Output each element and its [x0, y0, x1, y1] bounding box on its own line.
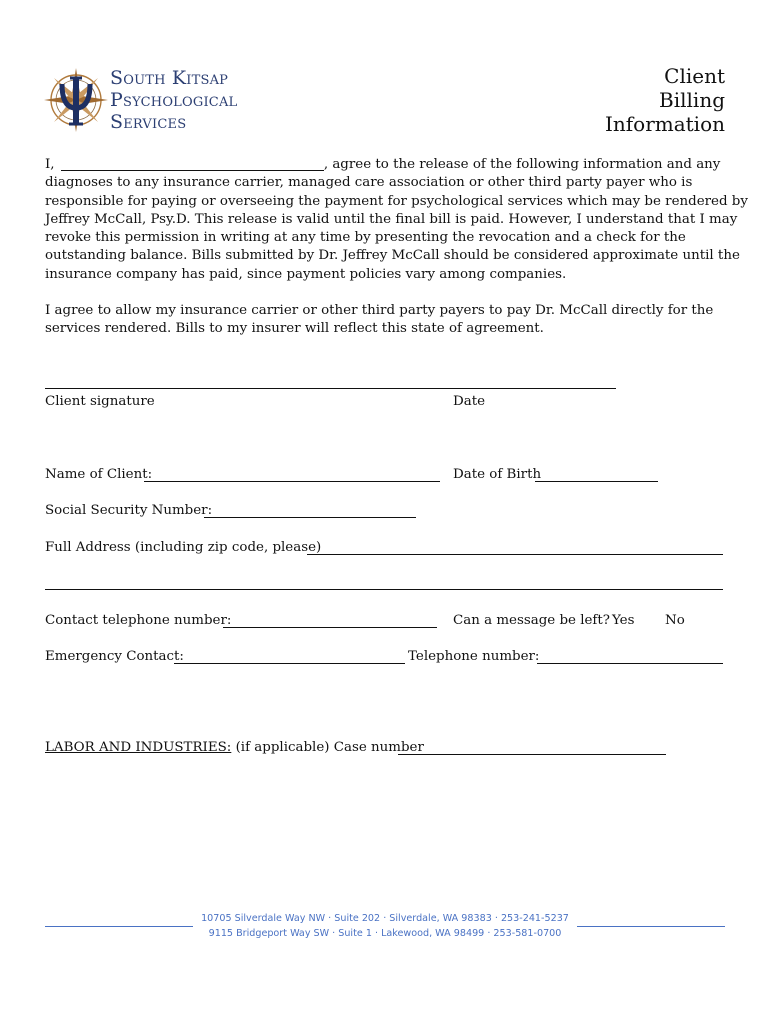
- contact-phone-label: Contact telephone number:: [45, 613, 232, 628]
- release-paragraph: [45, 156, 748, 284]
- full-address-field[interactable]: [307, 554, 723, 555]
- release-line: revoke this permission in writing at any time by presenting the revocation and a check for the: [45, 230, 686, 246]
- client-name-blank[interactable]: [61, 170, 324, 171]
- page-title: [605, 64, 725, 136]
- labor-industries-row: [45, 739, 424, 757]
- logo: [44, 64, 314, 140]
- agreement-line: I agree to allow my insurance carrier or other third party payers to pay Dr. McCall directly for the: [45, 303, 714, 318]
- footer-address-lakewood: 9115 Bridgeport Way SW · Suite 1 · Lakewood, WA 98499 · 253-581-0700: [208, 928, 562, 939]
- ssn-field[interactable]: [204, 517, 416, 518]
- logo-line-3: Services: [110, 111, 187, 133]
- full-address-field-line-2[interactable]: [45, 589, 723, 590]
- agreement-paragraph: [45, 302, 713, 339]
- client-signature-label: Client signature: [45, 394, 155, 409]
- release-line: Jeffrey McCall, Psy.D. This release is valid until the final bill is paid. However, I understand that I may: [45, 211, 738, 227]
- date-label: Date: [453, 394, 486, 409]
- release-line: diagnoses to any insurance carrier, managed care association or other third party payer who is: [45, 175, 693, 191]
- emergency-phone-field[interactable]: [537, 663, 723, 664]
- logo-line-1: South Kitsap: [110, 67, 229, 89]
- emergency-contact-label: Emergency Contact:: [45, 649, 184, 664]
- footer-address-silverdale: 10705 Silverdale Way NW · Suite 202 · Silverdale, WA 98383 · 253-241-5237: [201, 913, 569, 924]
- psi-compass-logo-icon: [44, 64, 108, 136]
- emergency-contact-field[interactable]: [174, 663, 405, 664]
- case-number-field[interactable]: [398, 754, 666, 755]
- release-prefix: I,: [45, 157, 55, 172]
- name-of-client-field[interactable]: [144, 481, 440, 482]
- labor-industries-heading: LABOR AND INDUSTRIES:: [45, 740, 232, 755]
- release-suffix: , agree to the release of the following information and any: [323, 157, 721, 172]
- message-yes-option[interactable]: Yes: [612, 613, 635, 628]
- release-line: responsible for paying or overseeing the payment for psychological services which may be rendered by: [45, 193, 748, 209]
- date-of-birth-field[interactable]: [535, 481, 658, 482]
- case-number-label: (if applicable) Case number: [235, 740, 424, 755]
- title-line-1: Client: [664, 64, 725, 88]
- contact-phone-field[interactable]: [223, 627, 437, 628]
- message-question-label: Can a message be left?: [453, 613, 610, 628]
- footer-rule-left: [45, 926, 193, 927]
- message-no-option[interactable]: No: [665, 613, 685, 628]
- title-line-3: Information: [604, 112, 725, 136]
- agreement-line: services rendered. Bills to my insurer will reflect this state of agreement.: [45, 321, 544, 337]
- logo-line-2: Psychological: [110, 89, 238, 111]
- date-of-birth-label: Date of Birth: [453, 467, 542, 482]
- telephone-number-label: Telephone number:: [408, 649, 540, 664]
- footer-rule-right: [577, 926, 725, 927]
- signature-line[interactable]: [45, 388, 616, 389]
- release-first-line: [45, 156, 748, 174]
- name-of-client-label: Name of Client:: [45, 467, 153, 482]
- release-line: outstanding balance. Bills submitted by Dr. Jeffrey McCall should be considered approximate until the: [45, 248, 740, 264]
- release-line: insurance company has paid, since payment policies vary among companies.: [45, 266, 567, 282]
- ssn-label: Social Security Number:: [45, 503, 213, 518]
- full-address-label: Full Address (including zip code, please): [45, 540, 322, 555]
- title-line-2: Billing: [659, 88, 725, 112]
